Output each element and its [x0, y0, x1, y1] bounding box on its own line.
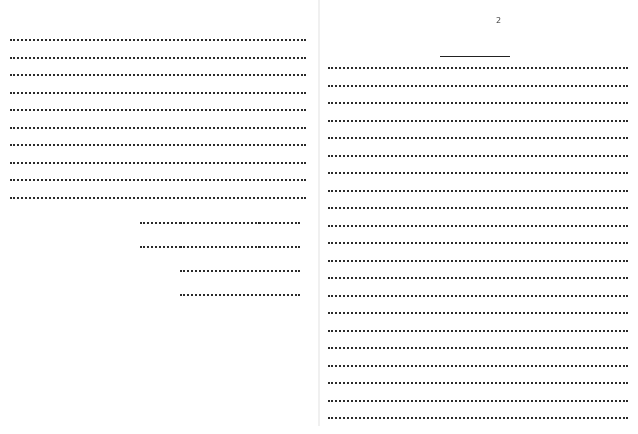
text-line [328, 364, 628, 367]
text-line [180, 278, 300, 296]
text-line [10, 38, 306, 41]
text-line [328, 101, 628, 104]
text-line [328, 276, 628, 279]
text-line [328, 136, 628, 139]
text-line [328, 66, 628, 69]
page-number: 2 [496, 16, 502, 25]
text-line [328, 171, 628, 174]
text-line [328, 416, 628, 419]
text-line [10, 143, 306, 146]
text-line [328, 294, 628, 297]
text-line [328, 241, 628, 244]
watermark-logo [250, 190, 390, 240]
text-line [140, 206, 260, 224]
text-line [180, 254, 300, 272]
left-page-text [10, 38, 306, 213]
text-line [328, 154, 628, 157]
text-line [328, 119, 628, 122]
section-heading [440, 36, 510, 57]
date-block [140, 206, 260, 254]
text-line [328, 84, 628, 87]
text-line [140, 230, 260, 248]
text-line [10, 91, 306, 94]
text-line [10, 161, 306, 164]
text-line [328, 259, 628, 262]
text-line [10, 73, 306, 76]
right-page-text [328, 66, 628, 434]
text-line [10, 178, 306, 181]
text-line [10, 126, 306, 129]
text-line [328, 399, 628, 402]
text-line [328, 381, 628, 384]
text-line [10, 56, 306, 59]
text-line [328, 329, 628, 332]
text-line [328, 311, 628, 314]
text-line [328, 346, 628, 349]
text-line [10, 108, 306, 111]
